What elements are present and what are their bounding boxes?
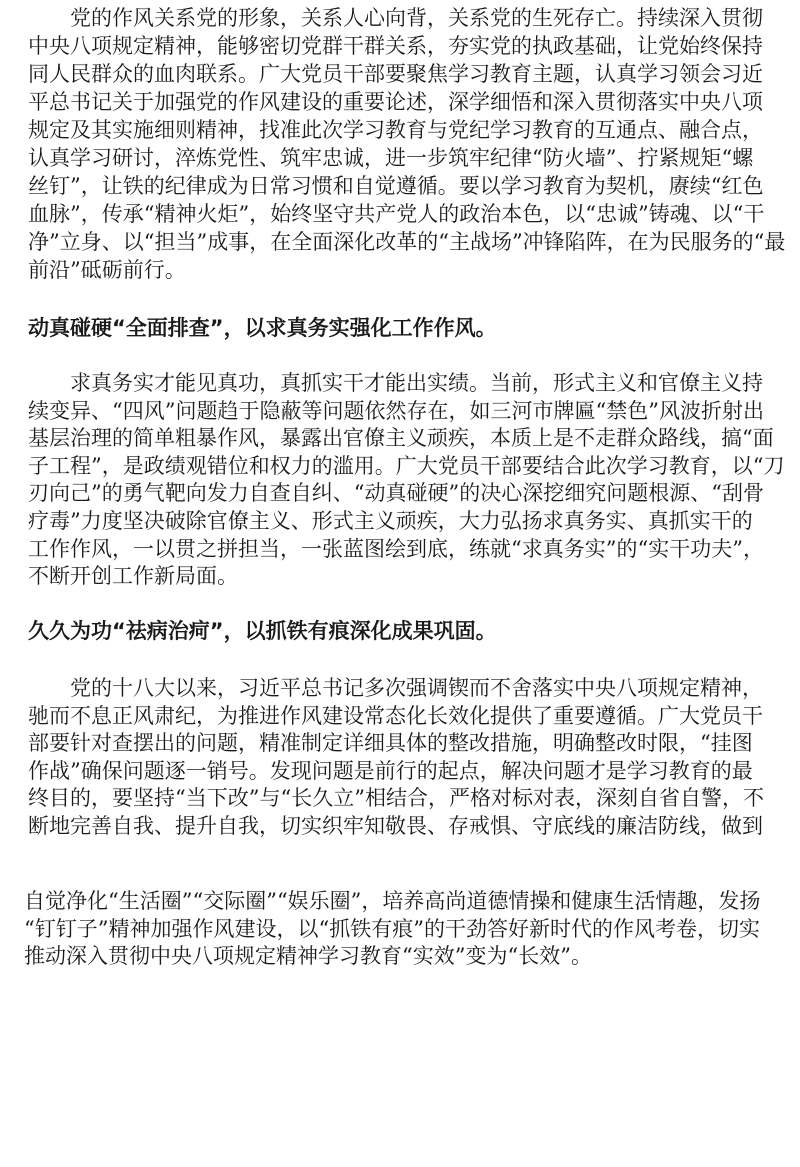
text-line: 党的作风关系党的形象，关系人心向背，关系党的生死存亡。持续深入贯彻 [28, 6, 763, 30]
text-line: 血脉”，传承“精神火炬”，始终坚守共产党人的政治本色，以“忠诚”铸魂、以“干 [28, 202, 765, 226]
text-line: 推动深入贯彻中央八项规定精神学习教育“实效”变为“长效”。 [24, 944, 592, 969]
text-line: 同人民群众的血肉联系。广大党员干部要聚焦学习教育主题，认真学习领会习近 [28, 62, 763, 86]
paragraph-continuation [24, 888, 774, 971]
paragraph-consolidation [28, 675, 778, 841]
text-line: 断地完善自我、提升自我，切实织牢知敬畏、存戒惧、守底线的廉洁防线，做到 [28, 813, 763, 838]
text-line: 前沿”砥砺前行。 [28, 258, 186, 282]
text-line: 子工程”，是政绩观错位和权力的滥用。广大党员干部要结合此次学习教育，以“刀 [28, 453, 785, 478]
section-heading-1: 动真碰硬“全面排查”，以求真务实强化工作作风。 [28, 316, 497, 340]
text-line: 党的十八大以来，习近平总书记多次强调锲而不舍落实中央八项规定精神， [28, 676, 763, 700]
text-line: “钉钉子”精神加强作风建设，以“抓铁有痕”的干劲答好新时代的作风考卷，切实 [24, 916, 760, 941]
text-line: 认真学习研讨，淬炼党性、筑牢忠诚，进一步筑牢纪律“防火墙”、拧紧规矩“螺 [28, 146, 754, 170]
text-line: 部要针对查摆出的问题，精准制定详细具体的整改措施，明确整改时限，“挂图 [28, 731, 753, 756]
text-line: 净”立身、以“担当”成事，在全面深化改革的“主战场”冲锋陷阵，在为民服务的“最 [28, 230, 786, 254]
paragraph-party-style [28, 4, 786, 284]
text-line: 中央八项规定精神，能够密切党群干群关系，夯实党的执政基础，让党始终保持 [28, 34, 763, 58]
text-line: 驰而不息正风肃纪，为推进作风建设常态化长效化提供了重要遵循。广大党员干 [28, 703, 763, 728]
text-line: 规定及其实施细则精神，找准此次学习教育与党纪学习教育的互通点、融合点， [28, 118, 763, 142]
text-line: 刃向己”的勇气靶向发力自查自纠、“动真碰硬”的决心深挖细究问题根源、“刮骨 [28, 481, 764, 506]
text-line: 不断开创工作新局面。 [28, 564, 238, 589]
text-line: 求真务实才能见真功，真抓实干才能出实绩。当前，形式主义和官僚主义持 [28, 371, 763, 395]
text-line: 续变异、“四风”问题趋于隐蔽等问题依然存在，如三河市牌匾“禁色”风波折射出 [28, 398, 764, 423]
text-line: 疗毒”力度坚决破除官僚主义、形式主义顽疾，大力弘扬求真务实、真抓实干的 [28, 508, 753, 533]
text-line: 丝钉”，让铁的纪律成为日常习惯和自觉遵循。要以学习教育为契机，赓续“红色 [28, 174, 764, 198]
text-line: 基层治理的简单粗暴作风，暴露出官僚主义顽疾，本质上是不走群众路线，搞“面 [28, 426, 774, 451]
text-line: 工作作风，一以贯之拼担当，一张蓝图绘到底，练就“求真务实”的“实干功夫”， [28, 536, 764, 561]
section-heading-2: 久久为功“祛病治疴”，以抓铁有痕深化成果巩固。 [28, 619, 497, 643]
text-line: 作战”确保问题逐一销号。发现问题是前行的起点，解决问题才是学习教育的最 [28, 758, 753, 783]
text-line: 平总书记关于加强党的作风建设的重要论述，深学细悟和深入贯彻落实中央八项 [28, 90, 763, 114]
paragraph-pragmatism [28, 370, 785, 591]
text-line: 终目的，要坚持“当下改”与“长久立”相结合，严格对标对表，深刻自省自警，不 [28, 786, 764, 811]
text-line: 自觉净化“生活圈”“交际圈”“娱乐圈”，培养高尚道德情操和健康生活情趣，发扬 [24, 889, 761, 913]
